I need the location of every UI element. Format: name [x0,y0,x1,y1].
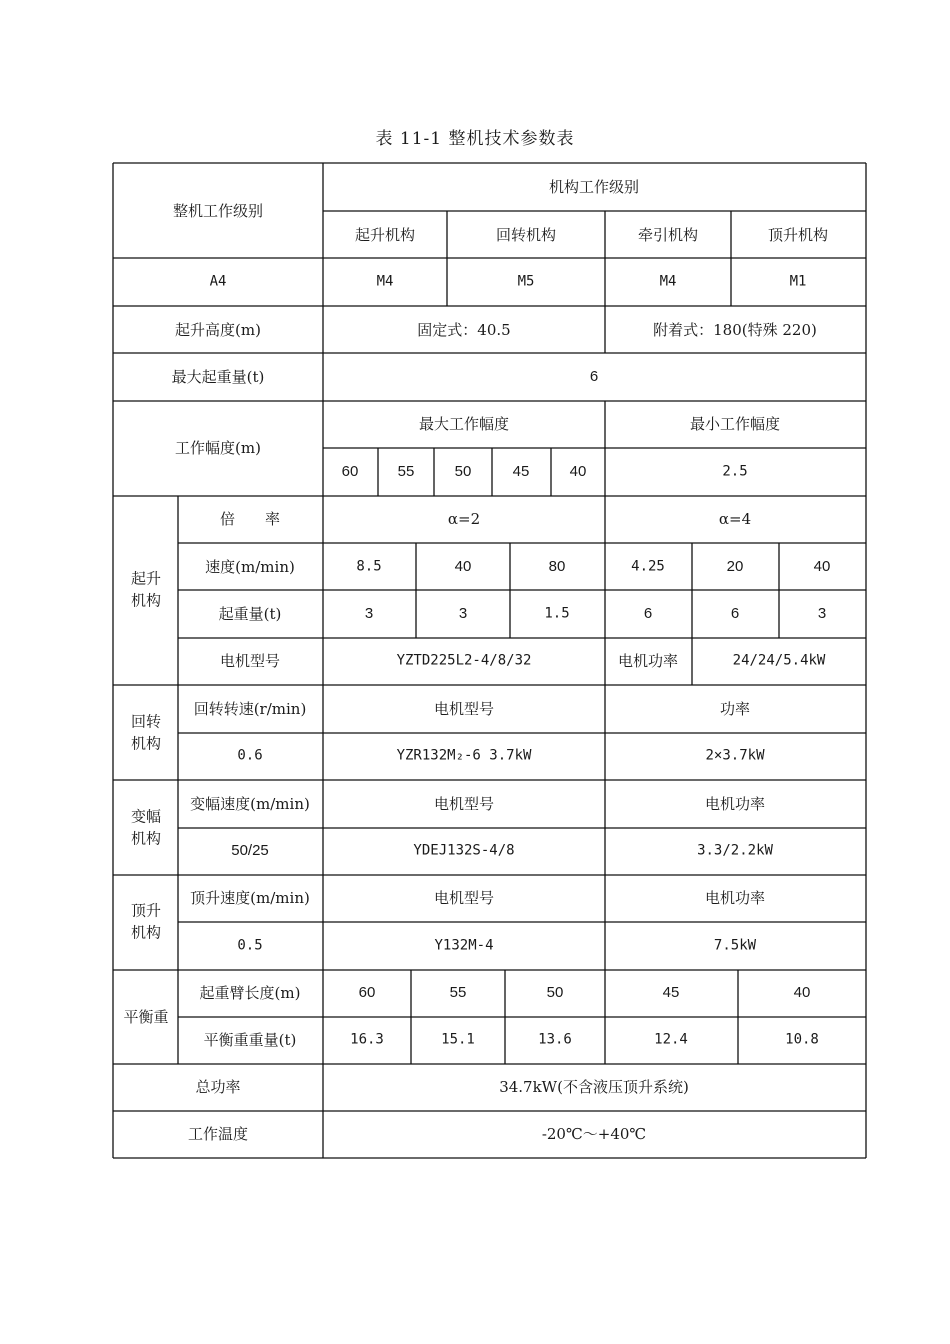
max-load-value: 6 [589,368,599,385]
max-radius-value: 60 [341,463,359,480]
min-radius-label: 最小工作幅度 [689,415,781,433]
table-caption: 表 11-1 整机技术参数表 [375,129,575,149]
hoist-speed-label: 速度(m/min) [205,558,295,576]
jib-length-label: 起重臂长度(m) [199,984,301,1002]
mechanism-class-header: 机构工作级别 [548,178,640,196]
hoist-power-value: 24/24/5.4kW [732,652,826,669]
climb-mechanism-header: 顶升机构 [767,226,829,244]
hoist-load-value: 3 [817,605,827,622]
hoist-motor-model: YZTD225L2-4/8/32 [396,652,532,669]
max-radius-value: 55 [397,463,415,480]
hoist-speed-value: 80 [548,558,566,575]
climb-speed-value: 0.5 [237,937,263,954]
lift-height-attached: 附着式：180(特殊 220) [653,321,817,339]
hoist-speed-value: 40 [454,558,472,575]
ratio-label: 倍 率 [219,510,281,528]
slew-speed-value: 0.6 [237,747,263,764]
climb-motor-label: 电机型号 [433,889,495,907]
jib-length-value: 40 [793,984,811,1001]
max-load-label: 最大起重量(t) [171,368,265,386]
max-radius-value: 40 [569,463,587,480]
slew-power-value: 2×3.7kW [705,747,765,764]
slew-speed-label: 回转转速(r/min) [193,700,307,718]
max-radius-value: 50 [454,463,472,480]
jib-length-value: 50 [546,984,564,1001]
hoist-load-value: 6 [643,605,653,622]
min-radius-value: 2.5 [722,463,748,480]
climb-motor-model: Y132M-4 [434,937,494,954]
climb-power-label: 电机功率 [704,889,766,907]
jib-length-value: 45 [662,984,680,1001]
climb-class-value: M1 [789,273,807,290]
machine-class-header: 整机工作级别 [172,202,264,220]
hoist-load-value: 1.5 [544,605,570,622]
total-power-label: 总功率 [195,1078,241,1096]
slewing-group-label: 回转机构 [130,712,161,752]
slew-motor-model: YZR132M₂-6 3.7kW [396,747,532,764]
max-radius-label: 最大工作幅度 [418,415,510,433]
hoist-power-label: 电机功率 [617,652,679,670]
lift-height-fixed: 固定式：40.5 [417,321,511,339]
luffing-group-label: 变幅机构 [130,807,161,847]
hoist-load-value: 3 [364,605,374,622]
climb-speed-label: 顶升速度(m/min) [190,889,310,907]
ratio-b-value: α=4 [718,510,752,528]
max-radius-value: 45 [512,463,530,480]
jib-length-value: 60 [358,984,376,1001]
ratio-a-value: α=2 [447,510,481,528]
slew-motor-label: 电机型号 [433,700,495,718]
jib-length-value: 55 [449,984,467,1001]
hoist-class-value: M4 [376,273,394,290]
slew-class-value: M5 [517,273,535,290]
climb-power-value: 7.5kW [713,937,757,954]
counterweight-weight-value: 15.1 [441,1031,475,1048]
luff-power-label: 电机功率 [704,795,766,813]
temperature-value: -20℃～+40℃ [541,1125,647,1143]
luff-motor-model: YDEJ132S-4/8 [413,842,515,859]
counterweight-weight-value: 10.8 [785,1031,819,1048]
trolley-mechanism-header: 牵引机构 [637,226,699,244]
hoist-speed-value: 20 [726,558,744,575]
counterweight-group-label: 平衡重 [123,1008,169,1026]
machine-class-value: A4 [209,273,227,290]
luff-speed-label: 变幅速度(m/min) [190,795,310,813]
counterweight-weight-value: 16.3 [350,1031,384,1048]
hoist-speed-value: 8.5 [356,558,382,575]
luff-motor-label: 电机型号 [433,795,495,813]
slew-power-label: 功率 [719,700,751,718]
hoist-load-value: 6 [730,605,740,622]
hoist-mechanism-header: 起升机构 [354,226,416,244]
hoist-load-value: 3 [458,605,468,622]
hoist-speed-value: 4.25 [631,558,665,575]
trolley-class-value: M4 [659,273,677,290]
counterweight-weight-label: 平衡重重量(t) [203,1031,297,1049]
hoist-speed-value: 40 [813,558,831,575]
luff-power-value: 3.3/2.2kW [697,842,773,859]
luff-speed-value: 50/25 [231,842,269,859]
radius-label: 工作幅度(m) [175,439,261,457]
slew-mechanism-header: 回转机构 [495,226,557,244]
hoisting-group-label: 起升机构 [130,569,161,609]
temperature-label: 工作温度 [187,1125,249,1143]
hoist-load-label: 起重量(t) [218,605,282,623]
total-power-value: 34.7kW(不含液压顶升系统) [499,1078,689,1096]
hoist-motor-label: 电机型号 [219,652,281,670]
counterweight-weight-value: 13.6 [538,1031,572,1048]
climbing-group-label: 顶升机构 [130,901,161,941]
lift-height-label: 起升高度(m) [175,321,261,339]
counterweight-weight-value: 12.4 [654,1031,688,1048]
